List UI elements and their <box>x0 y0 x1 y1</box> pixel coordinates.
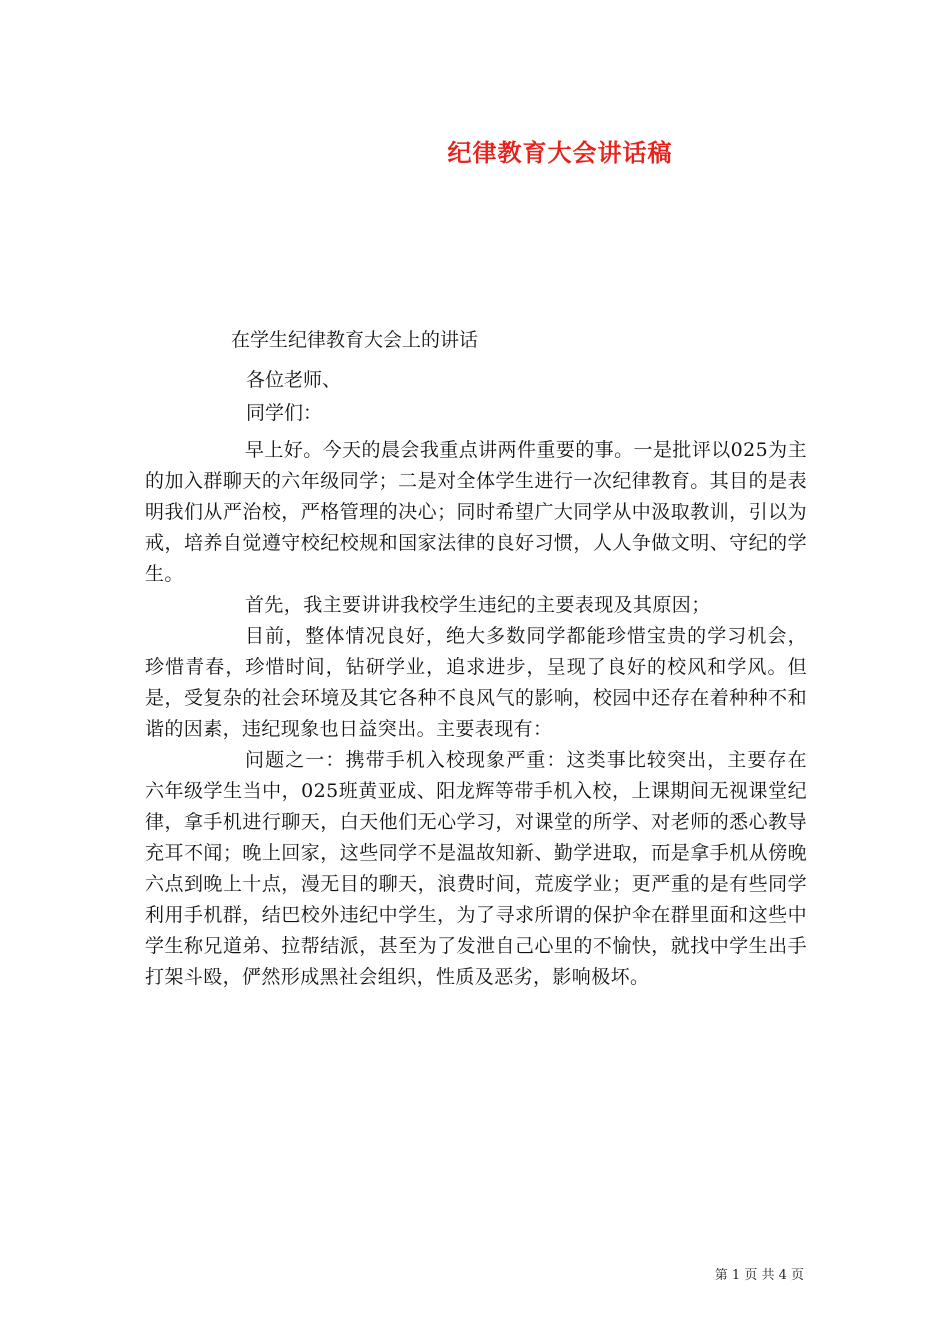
paragraph-current-situation: 目前，整体情况良好，绝大多数同学都能珍惜宝贵的学习机会，珍惜青春，珍惜时间，钻研学业，追求进步，呈现了良好的校风和学风。但是，受复杂的社会环境及其它各种不良风气的影响，校园中还存在着种种不和谐的因素，违纪现象也日益突出。主要表现有： <box>145 625 807 740</box>
salutation-students: 同学们： <box>246 402 323 424</box>
speech-body <box>145 435 807 993</box>
paragraph-greeting: 早上好。今天的晨会我重点讲两件重要的事。一是批评以025为主的加入群聊天的六年级同学；二是对全体学生进行一次纪律教育。其目的是表明我们从严治校，严格管理的决心；同时希望广大同学从中汲取教训，引以为戒，培养自觉遵守校纪校规和国家法律的良好习惯，人人争做文明、守纪的学生。 <box>145 439 807 585</box>
salutation-teachers: 各位老师、 <box>246 369 342 391</box>
document-title: 纪律教育大会讲话稿 <box>447 139 673 167</box>
speech-title: 在学生纪律教育大会上的讲话 <box>231 329 479 351</box>
paragraph-problem-one: 问题之一：携带手机入校现象严重：这类事比较突出，主要存在六年级学生当中，025班黄亚成、阳龙辉等带手机入校，上课期间无视课堂纪律，拿手机进行聊天，白天他们无心学习，对课堂的所学、对老师的悉心教导充耳不闻；晚上回家，这些同学不是温故知新、勤学进取，而是拿手机从傍晚六点到晚上十点，漫无目的聊天，浪费时间，荒废学业；更严重的是有些同学利用手机群，结巴校外违纪中学生，为了寻求所谓的保护伞在群里面和这些中学生称兄道弟、拉帮结派，甚至为了发泄自己心里的不愉快，就找中学生出手打架斗殴，俨然形成黑社会组织，性质及恶劣，影响极坏。 <box>145 749 807 988</box>
paragraph-first-point: 首先，我主要讲讲我校学生违纪的主要表现及其原因； <box>245 594 711 616</box>
page-footer: 第 1 页 共 4 页 <box>714 1268 804 1283</box>
